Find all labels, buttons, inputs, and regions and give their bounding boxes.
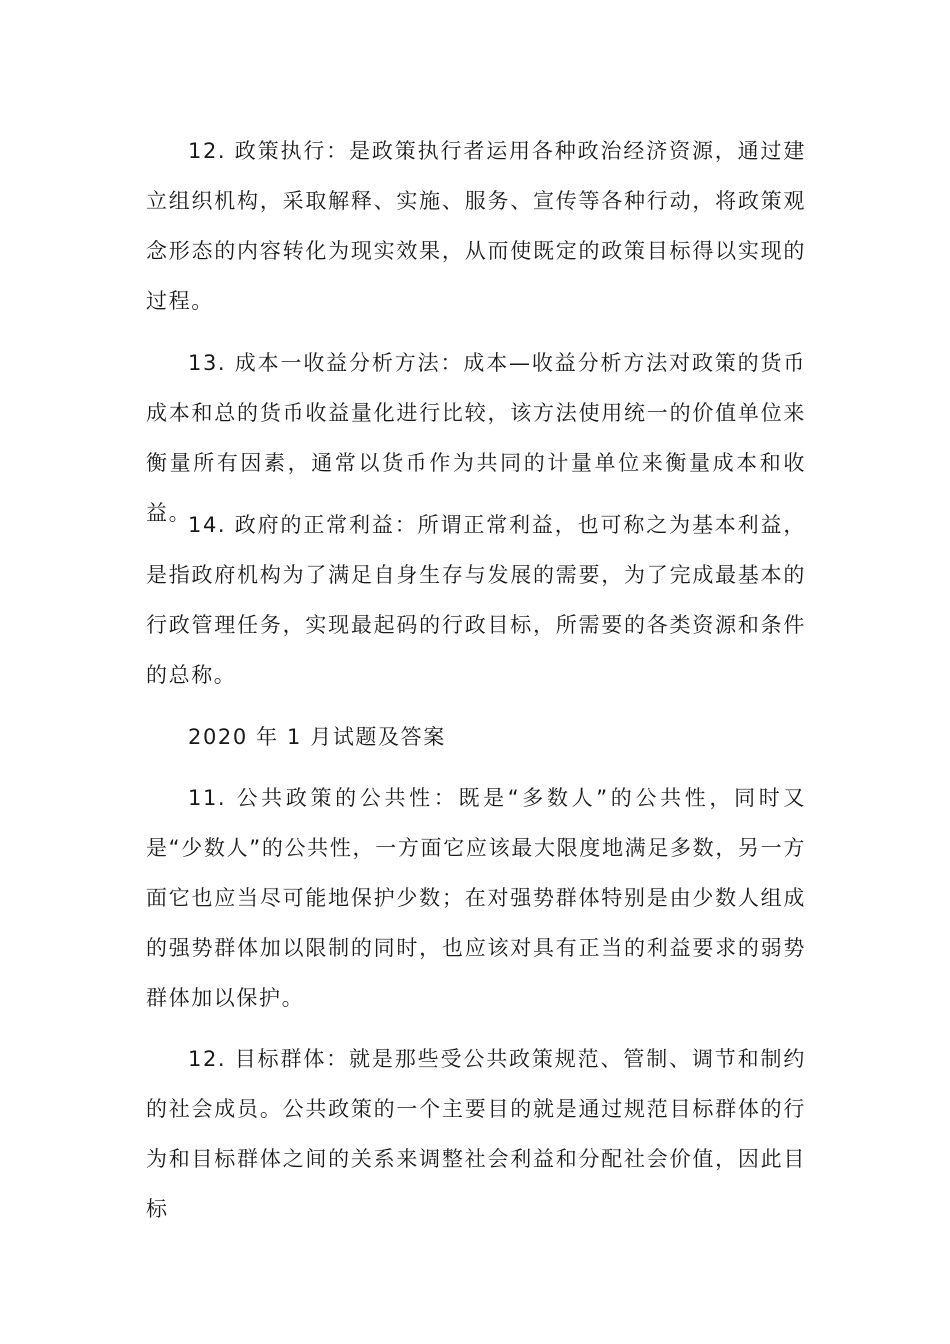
paragraph-public-policy-publicness: 11. 公共政策的公共性：既是“多数人”的公共性，同时又是“少数人”的公共性，一方面它应该最大限度地满足多数，另一方面它也应当尽可能地保护少数；在对强势群体特别是由少数人组成的强势群体加以限制的同时，也应该对具有正当的利益要求的弱势群体加以保护。 — [146, 786, 806, 1010]
paragraph-policy-implementation: 12. 政策执行：是政策执行者运用各种政治经济资源，通过建立组织机构，采取解释、实施、服务、宣传等各种行动，将政策观念形态的内容转化为现实效果，从而使既定的政策目标得以实现的过程。 — [146, 139, 806, 313]
section-heading: 2020 年 1 月试题及答案 — [188, 725, 446, 749]
paragraph-government-normal-interest: 14. 政府的正常利益：所谓正常利益，也可称之为基本利益，是指政府机构为了满足自身生存与发展的需要，为了完成最基本的行政管理任务，实现最起码的行政目标，所需要的各类资源和条件的总称。 — [146, 513, 806, 687]
paragraph-target-group: 12. 目标群体：就是那些受公共政策规范、管制、调节和制约的社会成员。公共政策的一个主要目的就是通过规范目标群体的行为和目标群体之间的关系来调整社会利益和分配社会价值，因此目标 — [146, 1047, 806, 1221]
paragraph-cost-benefit-analysis: 13. 成本一收益分析方法：成本—收益分析方法对政策的货币成本和总的货币收益量化进行比较，该方法使用统一的价值单位来衡量所有因素，通常以货币作为共同的计量单位来衡量成本和收益。 — [146, 351, 806, 525]
